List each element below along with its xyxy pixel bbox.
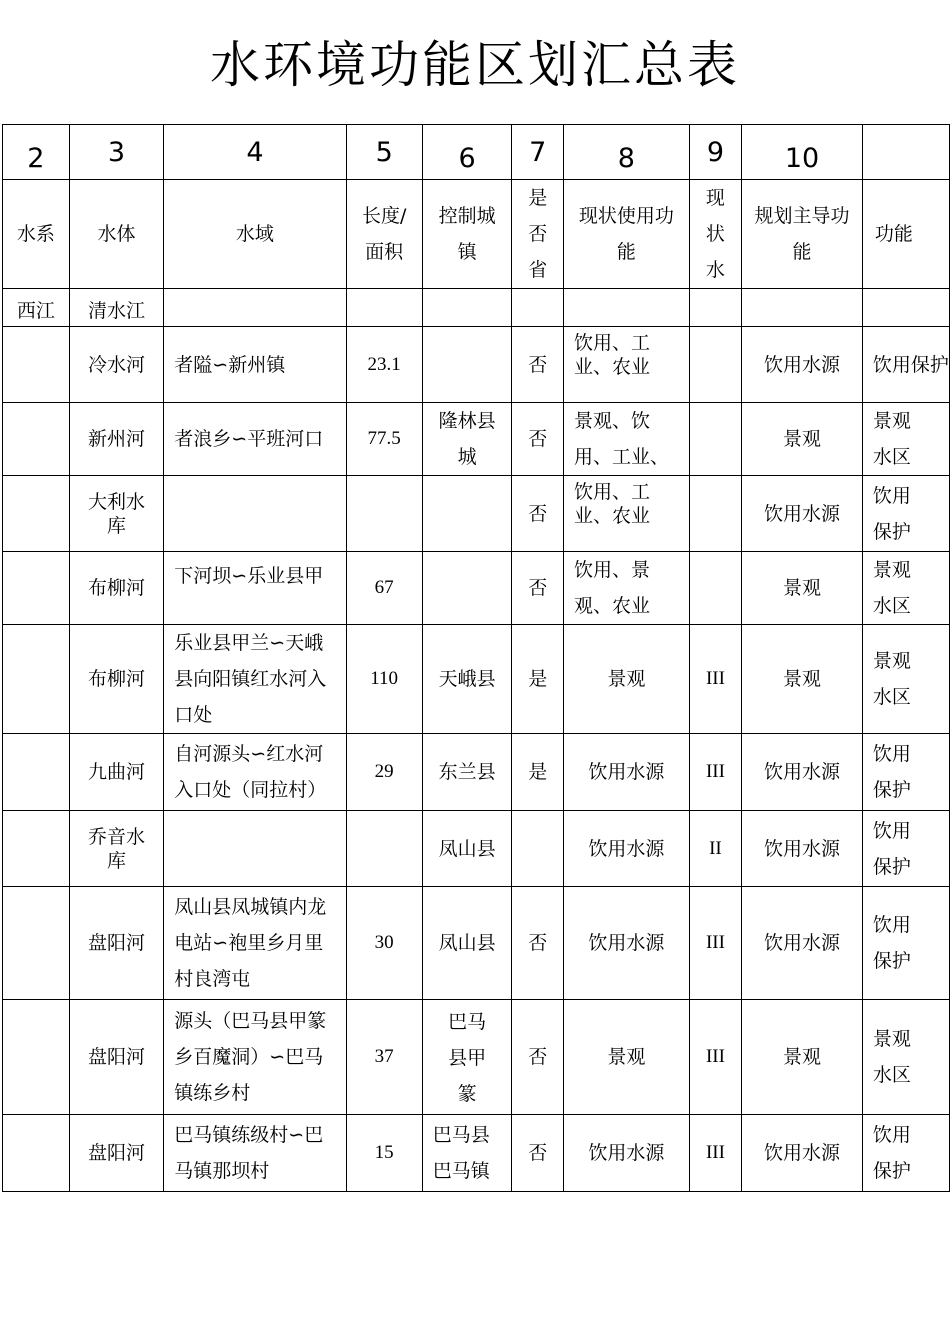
cell-current-use [564,289,690,327]
column-number: 9 [689,125,741,180]
cell-quality: III [689,887,741,1000]
cell-cross: 否 [512,327,564,403]
table-row [3,552,950,625]
cell-system [3,552,70,625]
cell-system [3,887,70,1000]
table-row [3,887,950,1000]
cell-current-use: 饮用水源 [564,734,690,811]
header-length: 长度/面积 [346,180,422,289]
cell-water-body: 九曲河 [69,734,164,811]
cell-planned: 景观 [742,552,863,625]
cell-water-body: 布柳河 [69,552,164,625]
cell-water-body: 布柳河 [69,625,164,734]
cell-area: 下河坝∽乐业县甲 [164,552,346,625]
table-row [3,1000,950,1115]
cell-quality: III [689,1115,741,1192]
column-number: 10 [742,125,863,180]
cell-zone: 饮用保护 [872,743,911,801]
cell-length: 30 [346,887,422,1000]
cell-zone: 饮用保护 [872,1124,911,1182]
cell-quality: III [689,734,741,811]
column-number: 8 [564,125,690,180]
zone-text: 饮用保护 [872,353,949,376]
header-current-quality: 现状水 [689,180,741,289]
cell-cross: 是 [512,625,564,734]
cell-zone: 景观水区 [872,410,911,468]
cell-length: 67 [346,552,422,625]
cell-cross: 否 [512,403,564,476]
cell-water-body: 盘阳河 [69,887,164,1000]
cell-area: 自河源头∽红水河入口处（同拉村） [164,734,346,811]
cell-system [3,734,70,811]
cell-town: 巴马县巴马镇 [422,1115,512,1192]
cell-zone-wrap [862,476,949,552]
cell-area: 乐业县甲兰∽天峨县向阳镇红水河入口处 [164,625,346,734]
header-water-system: 水系 [3,180,70,289]
cell-planned [742,289,863,327]
column-number-row [3,125,950,180]
cell-zone-wrap [862,1000,949,1115]
cell-length: 29 [346,734,422,811]
cell-cross [512,289,564,327]
cell-zone: 饮用保护 [872,819,911,878]
cell-current-use: 饮用水源 [564,887,690,1000]
cell-town: 凤山县 [422,811,512,887]
cell-town: 东兰县 [422,734,512,811]
cell-length: 37 [346,1000,422,1115]
cell-area [164,476,346,552]
cell-quality [689,403,741,476]
cell-quality: III [689,625,741,734]
cell-area [164,289,346,327]
cell-zone-wrap [862,734,949,811]
cell-zone-wrap [862,811,949,887]
cell-zone: 景观水区 [872,1028,911,1086]
cell-planned: 景观 [742,625,863,734]
cell-area: 凤山县凤城镇内龙电站∽袍里乡月里村良湾屯 [164,887,346,1000]
summary-table [2,124,950,1192]
table-row [3,1115,950,1192]
cell-cross: 否 [512,887,564,1000]
cell-cross: 是 [512,734,564,811]
cell-area: 巴马镇练级村∽巴马镇那坝村 [164,1115,346,1192]
cell-planned: 饮用水源 [742,476,863,552]
cell-town: 巴马县甲篆 [448,1011,487,1105]
cell-zone [862,289,949,327]
header-water-body: 水体 [69,180,164,289]
column-number: 7 [512,125,564,180]
cell-planned: 景观 [742,403,863,476]
cell-length: 23.1 [346,327,422,403]
cell-quality [689,552,741,625]
cell-zone-wrap [862,403,949,476]
cell-area: 者隘∽新州镇 [164,327,346,403]
cell-zone: 景观水区 [872,650,911,708]
cell-planned: 饮用水源 [742,1115,863,1192]
cell-system [3,476,70,552]
header-cross-province: 是否省 [512,180,564,289]
cell-cross: 否 [512,552,564,625]
cell-town: 凤山县 [422,887,512,1000]
cell-water-body: 乔音水库 [69,811,164,887]
cell-length: 110 [346,625,422,734]
column-number: 6 [422,125,512,180]
column-number: 2 [3,125,70,180]
cell-water-body: 清水江 [69,289,164,327]
column-number: 4 [164,125,346,180]
cell-cross: 否 [512,1115,564,1192]
cell-water-body: 盘阳河 [69,1000,164,1115]
summary-table-container [0,124,950,1194]
cell-planned: 饮用水源 [742,327,863,403]
cell-town [422,327,512,403]
cell-zone: 饮用保护 [872,914,911,972]
cell-town: 天峨县 [422,625,512,734]
cell-town-wrap [422,1000,512,1115]
cell-zone-wrap [862,1115,949,1192]
cell-quality [689,327,741,403]
cell-zone [873,347,949,383]
cell-system [3,1000,70,1115]
cell-zone-wrap [862,625,949,734]
cell-quality: II [689,811,741,887]
cell-current-use: 景观 [564,625,690,734]
cell-zone-wrap [862,887,949,1000]
cell-planned: 饮用水源 [742,887,863,1000]
header-control-town: 控制城镇 [422,180,512,289]
cell-current-use: 饮用水源 [564,811,690,887]
cell-water-body: 新州河 [69,403,164,476]
cell-cross: 否 [512,476,564,552]
table-row [3,625,950,734]
cell-planned: 饮用水源 [742,811,863,887]
cell-system [3,403,70,476]
cell-current-use: 景观、饮用、工业、 [574,410,670,468]
cell-town: 隆林县城 [422,403,512,476]
cell-current-use: 景观 [564,1000,690,1115]
cell-water-body: 大利水库 [69,476,164,552]
header-water-area: 水域 [164,180,346,289]
cell-length [346,476,422,552]
cell-length [346,289,422,327]
header-row [3,180,950,289]
cell-zone-wrap [862,552,949,625]
cell-quality [689,476,741,552]
cell-zone: 饮用保护 [872,484,911,543]
cell-quality: III [689,1000,741,1115]
cell-water-body: 冷水河 [69,327,164,403]
page-title: 水环境功能区划汇总表 [210,36,740,94]
cell-town [422,289,512,327]
cell-system [3,1115,70,1192]
header-function-zone: 功能 [862,180,949,289]
cell-current-use-wrap [564,476,690,552]
cell-area: 者浪乡∽平班河口 [164,403,346,476]
cell-quality [689,289,741,327]
cell-current-use: 饮用水源 [564,1115,690,1192]
table-row [3,734,950,811]
cell-planned: 景观 [742,1000,863,1115]
cell-length: 77.5 [346,403,422,476]
column-number-empty [862,125,949,180]
cell-system: 西江 [3,289,70,327]
cell-town [422,552,512,625]
cell-current-use: 饮用、工业、农业 [574,481,651,527]
column-number: 5 [346,125,422,180]
cell-area: 源头（巴马县甲篆乡百魔洞）∽巴马镇练乡村 [164,1000,346,1115]
table-row [3,403,950,476]
cell-cross: 否 [512,1000,564,1115]
table-row [3,327,950,403]
cell-water-body: 盘阳河 [69,1115,164,1192]
cell-current-use-wrap [564,403,690,476]
header-current-use: 现状使用功能 [564,180,690,289]
cell-planned: 饮用水源 [742,734,863,811]
table-row [3,289,950,327]
cell-town [422,476,512,552]
cell-current-use: 饮用、景观、农业 [564,552,690,625]
cell-length: 15 [346,1115,422,1192]
cell-zone-wrap [862,327,949,403]
header-planned-function: 规划主导功能 [742,180,863,289]
cell-system [3,625,70,734]
table-row [3,476,950,552]
column-number: 3 [69,125,164,180]
cell-length [346,811,422,887]
cell-zone: 景观水区 [872,559,911,617]
cell-system [3,811,70,887]
cell-area [164,811,346,887]
cell-current-use-wrap [564,327,690,403]
cell-current-use: 饮用、工业、农业 [574,332,651,378]
cell-cross [512,811,564,887]
cell-system [3,327,70,403]
table-row [3,811,950,887]
